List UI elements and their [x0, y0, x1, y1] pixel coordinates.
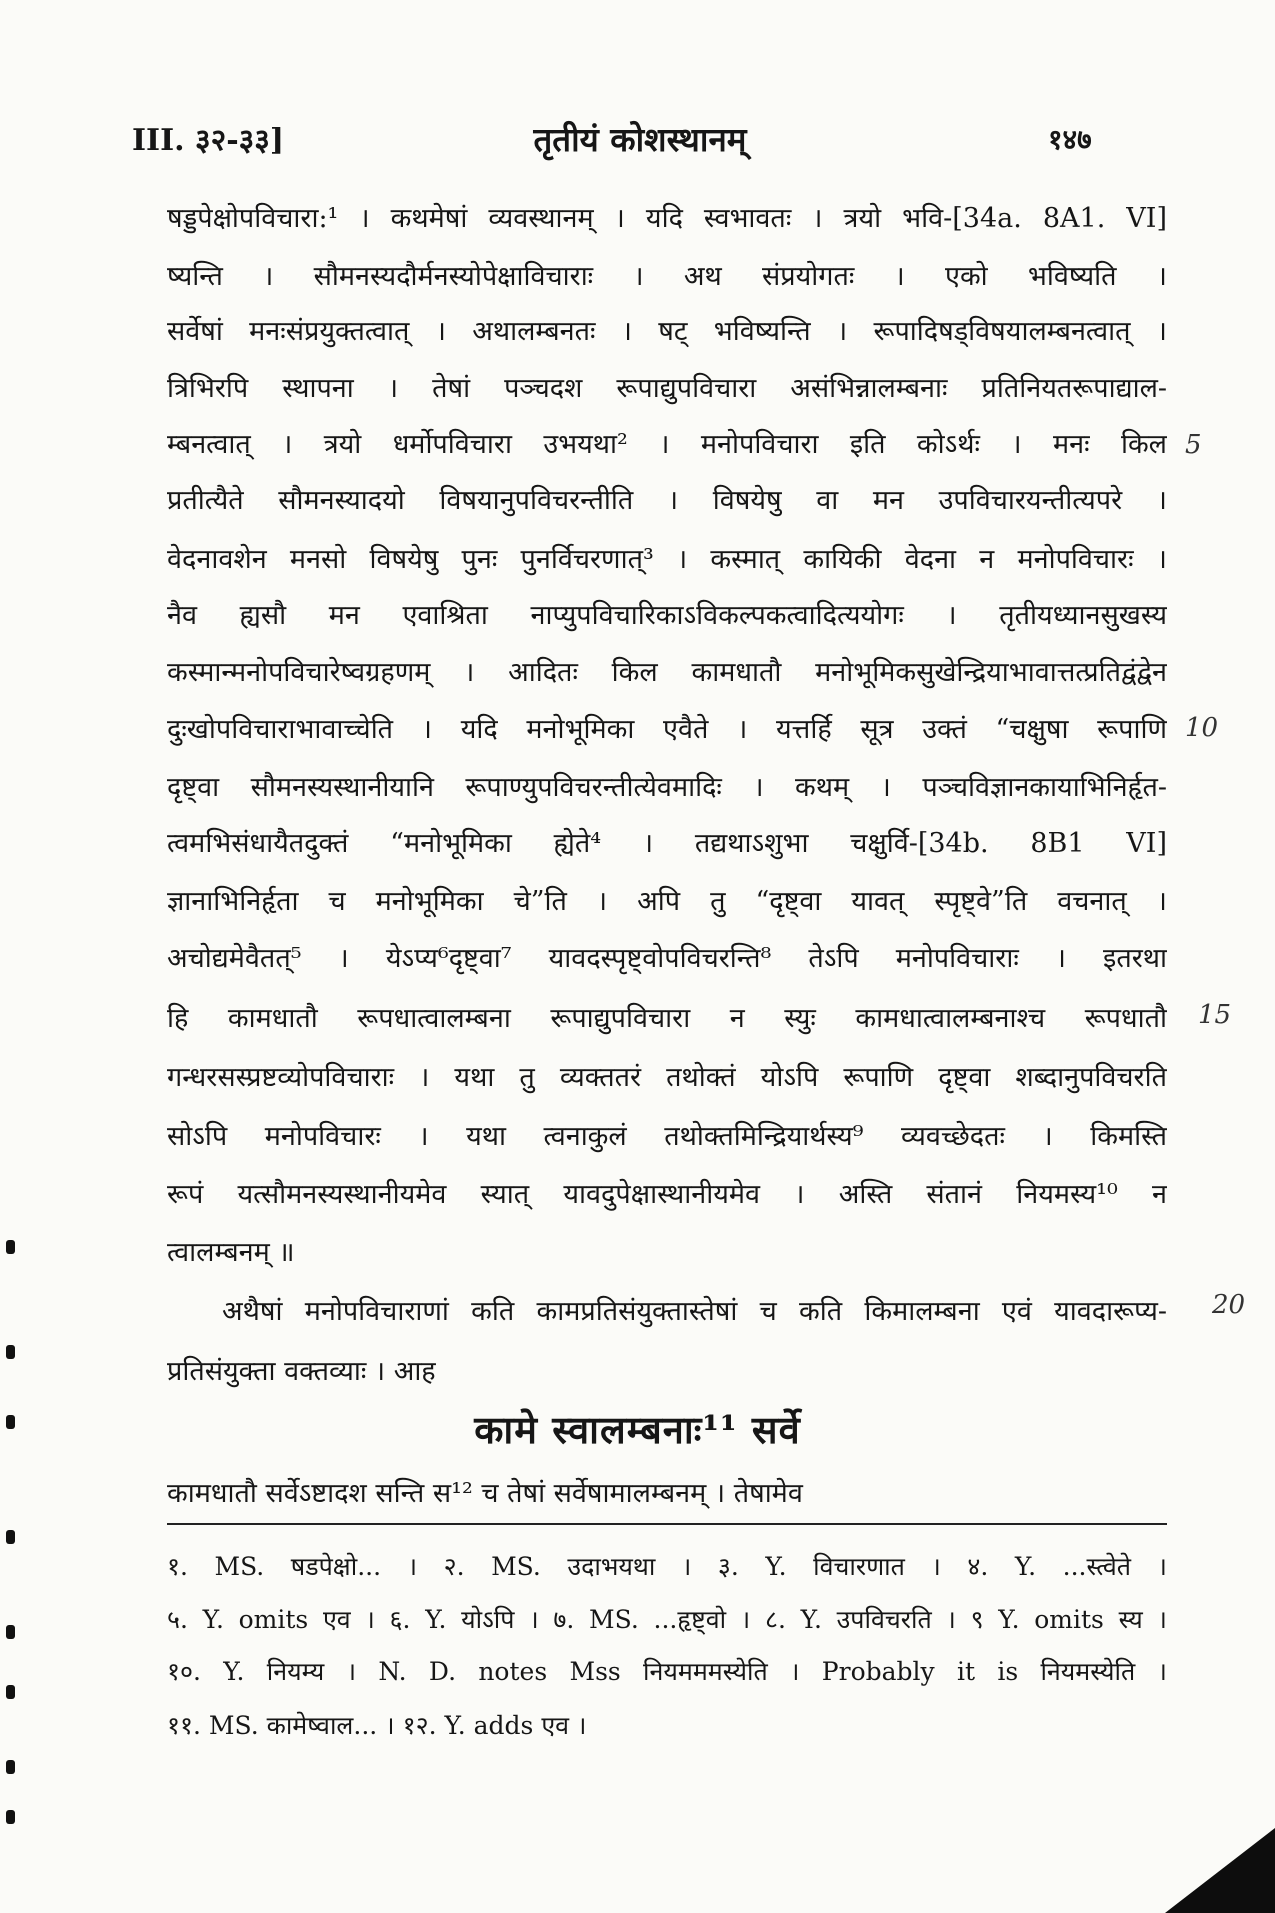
- text-line: सर्वेषां मनःसंप्रयुक्तत्वात् । अथालम्बनतः । षट् भविष्यन्ति । रूपादिषड्विषयालम्बनत्वात् ।: [167, 316, 1167, 347]
- line-number-marker: 10: [1185, 713, 1219, 743]
- scan-mark: [6, 1240, 15, 1254]
- footnote-line: १. MS. षडपेक्षो... । २. MS. उदाभयथा । ३. Y. विचारणात । ४. Y. ...स्त्वेते ।: [167, 1552, 1167, 1581]
- text-line: दुःखोपविचाराभावाच्चेति । यदि मनोभूमिका एवैते । यत्तर्हि सूत्र उक्तं “चक्षुषा रूपाणि: [167, 714, 1167, 745]
- text-line: प्रतिसंयुक्ता वक्तव्याः । आह: [167, 1356, 436, 1387]
- scan-mark: [6, 1415, 15, 1429]
- line-number-marker: 15: [1198, 1000, 1232, 1030]
- text-line: प्रतीत्यैते सौमनस्यादयो विषयानुपविचरन्तीति । विषयेषु वा मन उपविचारयन्तीत्यपरे ।: [167, 485, 1167, 516]
- text-line: म्बनत्वात् । त्रयो धर्मोपविचारा उभयथा² । मनोपविचारा इति कोऽर्थः । मनः किल: [167, 429, 1167, 460]
- footnote-line: ५. Y. omits एव । ६. Y. योऽपि । ७. MS. ...हृष्ट्वो । ८. Y. उपविचरति । ९ Y. omits स्य ।: [167, 1605, 1167, 1634]
- text-line: ज्ञानाभिनिर्हृता च मनोभूमिका चे”ति । अपि तु “दृष्ट्वा यावत् स्पृष्ट्वे”ति वचनात् ।: [167, 886, 1167, 917]
- section-reference: III. ३२-३३]: [132, 123, 285, 158]
- text-line: त्रिभिरपि स्थापना । तेषां पञ्चदश रूपाद्युपविचारा असंभिन्नालम्बनाः प्रतिनियतरूपाद्याल-: [167, 373, 1167, 404]
- scan-mark: [6, 1810, 15, 1824]
- page-title: तृतीयं कोशस्थानम्: [533, 120, 747, 159]
- text-line: सोऽपि मनोपविचारः । यथा त्वनाकुलं तथोक्तमिन्द्रियार्थस्य⁹ व्यवच्छेदतः । किमस्ति: [167, 1121, 1167, 1152]
- text-line: वेदनावशेन मनसो विषयेषु पुनः पुनर्विचरणात्³ । कस्मात् कायिकी वेदना न मनोपविचारः ।: [167, 544, 1167, 575]
- text-line: कस्मान्मनोपविचारेष्वग्रहणम् । आदितः किल कामधातौ मनोभूमिकसुखेन्द्रियाभावात्तत्प्रतिद्वंद्वेन: [167, 657, 1167, 688]
- text-line: षड्डपेक्षोपविचारा:¹ । कथमेषां व्यवस्थानम् । यदि स्वभावतः । त्रयो भवि-[34a. 8A1. VI]: [167, 203, 1167, 234]
- text-line: अथैषां मनोपविचाराणां कति कामप्रतिसंयुक्तास्तेषां च कति किमालम्बना एवं यावदारूप्य-: [222, 1296, 1167, 1327]
- line-number-marker: 5: [1185, 430, 1202, 460]
- scan-mark: [6, 1530, 15, 1544]
- text-line: अचोद्यमेवैतत्⁵ । येऽप्य⁶दृष्ट्वा⁷ यावदस्पृष्ट्वोपविचरन्ति⁸ तेऽपि मनोपविचाराः । इतरथा: [167, 943, 1167, 974]
- verse-commentary: कामधातौ सर्वेऽष्टादश सन्ति स¹² च तेषां सर्वेषामालम्बनम् । तेषामेव: [167, 1478, 803, 1509]
- scan-mark: [6, 1685, 15, 1699]
- text-line: हि कामधातौ रूपधात्वालम्बना रूपाद्युपविचारा न स्युः कामधात्वालम्बनाश्च रूपधातौ: [167, 1003, 1167, 1034]
- footnote-line: ११. MS. कामेष्वाल... । १२. Y. adds एव ।: [167, 1711, 587, 1740]
- text-line: नैव ह्यसौ मन एवाश्रिता नाप्युपविचारिकाऽविकल्पकत्वादित्ययोगः । तृतीयध्यानसुखस्य: [167, 600, 1167, 631]
- text-line: गन्धरसस्प्रष्टव्योपविचाराः । यथा तु व्यक्ततरं तथोक्तं योऽपि रूपाणि दृष्ट्वा शब्दानुपविचरति: [167, 1062, 1167, 1093]
- text-line: ष्यन्ति । सौमनस्यदौर्मनस्योपेक्षाविचाराः । अथ संप्रयोगतः । एको भविष्यति ।: [167, 261, 1167, 292]
- text-line: त्वालम्बनम् ॥: [167, 1237, 295, 1268]
- scan-mark: [6, 1345, 15, 1359]
- scan-corner-shadow: [1165, 1828, 1275, 1913]
- running-header: [0, 118, 1275, 168]
- line-number-marker: 20: [1212, 1290, 1246, 1320]
- scan-mark: [6, 1625, 15, 1639]
- text-line: त्वमभिसंधायैतदुक्तं “मनोभूमिका ह्येते⁴ । तद्यथाऽशुभा चक्षुर्वि-[34b. 8B1 VI]: [167, 828, 1167, 859]
- page-number: १४७: [1048, 123, 1092, 156]
- text-line: दृष्ट्वा सौमनस्यस्थानीयानि रूपाण्युपविचरन्तीत्येवमादिः । कथम् । पञ्चविज्ञानकायाभिनिर्हृत-: [167, 772, 1167, 803]
- footnote-line: १०. Y. नियम्य । N. D. notes Mss नियमममस्येति । Probably it is नियमस्येति ।: [167, 1657, 1167, 1686]
- verse-heading: कामे स्वालम्बनाः¹¹ सर्वे: [474, 1407, 801, 1452]
- footnote-divider: [167, 1523, 1167, 1525]
- text-line: रूपं यत्सौमनस्यस्थानीयमेव स्यात् यावदुपेक्षास्थानीयमेव । अस्ति संतानं नियमस्य¹⁰ न: [167, 1179, 1167, 1210]
- scan-mark: [6, 1760, 15, 1774]
